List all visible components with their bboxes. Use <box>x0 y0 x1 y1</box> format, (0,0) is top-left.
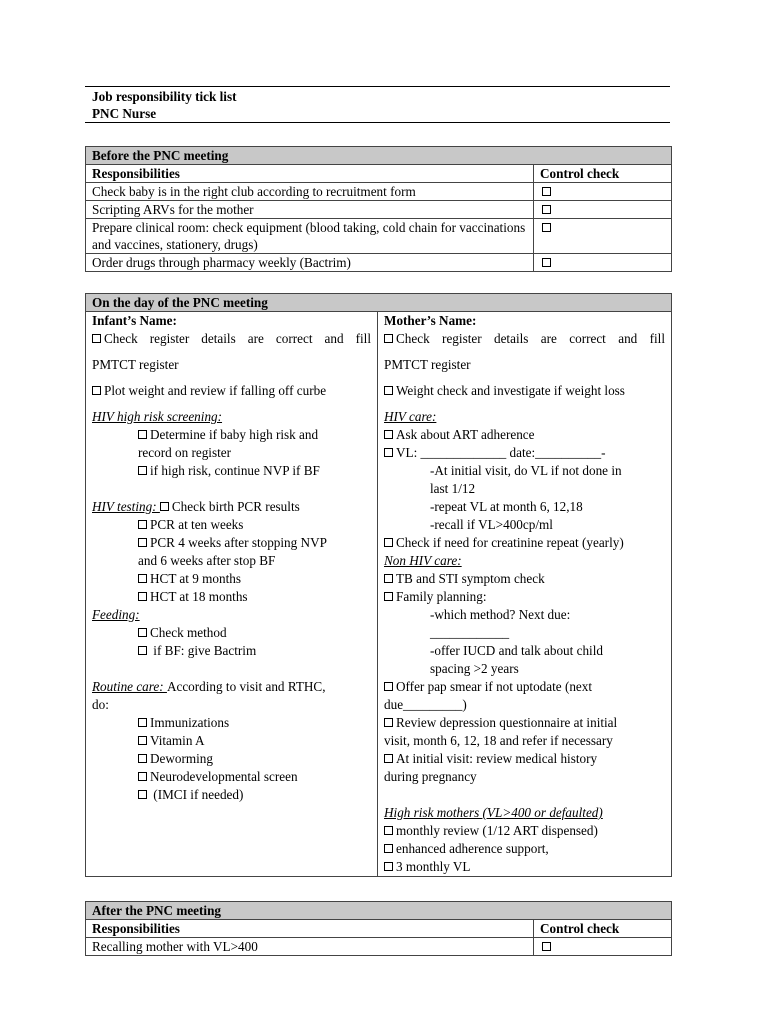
routine-care-text-2: do: <box>92 697 109 712</box>
determine-text-2: record on register <box>138 445 232 460</box>
infant-register-text-2: PMTCT register <box>92 357 179 372</box>
weight-check-text: Weight check and investigate if weight loss <box>396 383 625 398</box>
checkbox[interactable] <box>138 628 147 637</box>
checkbox[interactable] <box>138 754 147 763</box>
checkbox[interactable] <box>384 448 393 457</box>
checkbox[interactable] <box>138 790 147 799</box>
feeding-label: Feeding: <box>92 607 140 622</box>
checkbox[interactable] <box>138 466 147 475</box>
check-method-text: Check method <box>150 625 227 640</box>
creatinine-text: Check if need for creatinine repeat (yearly) <box>396 535 624 550</box>
table-row <box>86 938 672 956</box>
deworming-text: Deworming <box>150 751 213 766</box>
infant-name-label: Infant’s Name: <box>92 313 177 328</box>
checkbox[interactable] <box>92 386 101 395</box>
checkbox[interactable] <box>384 538 393 547</box>
checkbox[interactable] <box>138 718 147 727</box>
vitamin-a-text: Vitamin A <box>150 733 205 748</box>
infant-column <box>86 312 378 877</box>
family-planning-text: Family planning: <box>396 589 487 604</box>
repeat-vl-text: -repeat VL at month 6, 12,18 <box>430 499 583 514</box>
checkbox[interactable] <box>384 844 393 853</box>
medical-history-text: At initial visit: review medical history <box>396 751 598 766</box>
checkbox[interactable] <box>384 574 393 583</box>
infant-register-text: Check register details are correct and fill <box>104 331 371 346</box>
before-col-control-check: Control check <box>534 165 672 183</box>
mother-register-text: Check register details are correct and fill <box>396 331 666 346</box>
immunizations-text: Immunizations <box>150 715 230 730</box>
checkbox[interactable] <box>138 538 147 547</box>
checkbox[interactable] <box>384 430 393 439</box>
before-section-title: Before the PNC meeting <box>86 147 672 165</box>
neuro-screen-text: Neurodevelopmental screen <box>150 769 298 784</box>
after-col-responsibilities: Responsibilities <box>86 920 534 938</box>
control-checkbox[interactable] <box>542 223 551 232</box>
vl-text: VL: _____________ date:__________- <box>396 445 606 460</box>
high-risk-label: High risk mothers (VL>400 or defaulted) <box>384 805 603 820</box>
checkbox[interactable] <box>384 592 393 601</box>
pcr-ten-weeks-text: PCR at ten weeks <box>150 517 244 532</box>
table-row <box>86 201 672 219</box>
plot-weight-text: Plot weight and review if falling off curbe <box>104 383 327 398</box>
checkbox[interactable] <box>384 334 393 343</box>
pcr-4-weeks-text: PCR 4 weeks after stopping NVP <box>150 535 327 550</box>
document-subtitle: PNC Nurse <box>92 106 157 121</box>
initial-visit-vl-text-2: last 1/12 <box>430 481 476 496</box>
control-checkbox[interactable] <box>542 942 551 951</box>
after-section-title: After the PNC meeting <box>86 902 672 920</box>
table-row <box>86 183 672 201</box>
responsibility-text: Recalling mother with VL>400 <box>86 938 534 956</box>
pap-smear-text-2: due_________) <box>384 697 467 712</box>
responsibility-text: Order drugs through pharmacy weekly (Bactrim) <box>86 254 534 272</box>
control-checkbox[interactable] <box>542 187 551 196</box>
enhanced-support-text: enhanced adherence support, <box>396 841 549 856</box>
recall-text: -recall if VL>400cp/ml <box>430 517 553 532</box>
checkbox[interactable] <box>138 430 147 439</box>
checkbox[interactable] <box>384 718 393 727</box>
birth-pcr-text: Check birth PCR results <box>171 499 300 514</box>
checkbox[interactable] <box>138 772 147 781</box>
iucd-text-2: spacing >2 years <box>430 661 519 676</box>
mother-name-label: Mother’s Name: <box>384 313 477 328</box>
after-col-control-check: Control check <box>534 920 672 938</box>
document-header <box>85 86 670 123</box>
art-adherence-text: Ask about ART adherence <box>396 427 535 442</box>
control-checkbox[interactable] <box>542 205 551 214</box>
three-monthly-vl-text: 3 monthly VL <box>396 859 471 874</box>
after-meeting-table <box>85 901 672 956</box>
routine-care-text: According to visit and RTHC, <box>166 679 326 694</box>
non-hiv-care-label: Non HIV care: <box>384 553 462 568</box>
checkbox[interactable] <box>138 592 147 601</box>
before-col-responsibilities: Responsibilities <box>86 165 534 183</box>
if-high-risk-text: if high risk, continue NVP if BF <box>150 463 320 478</box>
depression-text: Review depression questionnaire at initial <box>396 715 618 730</box>
checkbox[interactable] <box>384 386 393 395</box>
checkbox[interactable] <box>160 502 169 511</box>
checkbox[interactable] <box>138 736 147 745</box>
responsibility-text: Scripting ARVs for the mother <box>86 201 534 219</box>
checkbox[interactable] <box>384 682 393 691</box>
before-meeting-table <box>85 146 672 272</box>
medical-history-text-2: during pregnancy <box>384 769 477 784</box>
pap-smear-text: Offer pap smear if not uptodate (next <box>396 679 593 694</box>
table-row <box>86 254 672 272</box>
next-due-blank: ____________ <box>430 625 510 640</box>
determine-text: Determine if baby high risk and <box>150 427 319 442</box>
control-checkbox[interactable] <box>542 258 551 267</box>
hiv-care-label: HIV care: <box>384 409 437 424</box>
imci-text: (IMCI if needed) <box>150 787 244 802</box>
initial-visit-vl-text: -At initial visit, do VL if not done in <box>430 463 622 478</box>
checkbox[interactable] <box>384 826 393 835</box>
hiv-testing-label: HIV testing: <box>92 499 160 514</box>
hct-18-text: HCT at 18 months <box>150 589 248 604</box>
hct-9-text: HCT at 9 months <box>150 571 241 586</box>
responsibility-text: Check baby is in the right club according to recruitment form <box>86 183 534 201</box>
iucd-text: -offer IUCD and talk about child <box>430 643 603 658</box>
if-bf-text: if BF: give Bactrim <box>150 643 257 658</box>
which-method-text: -which method? Next due: <box>430 607 571 622</box>
mother-register-text-2: PMTCT register <box>384 357 471 372</box>
checkbox[interactable] <box>384 754 393 763</box>
hiv-screening-label: HIV high risk screening: <box>92 409 223 424</box>
checkbox[interactable] <box>384 862 393 871</box>
table-row <box>86 219 672 254</box>
checkbox[interactable] <box>138 520 147 529</box>
routine-care-label: Routine care: <box>92 679 167 694</box>
tb-sti-text: TB and STI symptom check <box>396 571 545 586</box>
pcr-4-weeks-text-2: and 6 weeks after stop BF <box>138 553 276 568</box>
document-title: Job responsibility tick list <box>92 89 237 104</box>
mother-column <box>378 312 672 877</box>
day-meeting-table <box>85 293 672 877</box>
responsibility-text: Prepare clinical room: check equipment (blood taking, cold chain for vaccinations and vaccines, stationery, drugs) <box>86 219 534 254</box>
checkbox[interactable] <box>138 574 147 583</box>
monthly-review-text: monthly review (1/12 ART dispensed) <box>396 823 598 838</box>
depression-text-2: visit, month 6, 12, 18 and refer if necessary <box>384 733 613 748</box>
checkbox[interactable] <box>92 334 101 343</box>
day-section-title: On the day of the PNC meeting <box>86 294 672 312</box>
checkbox[interactable] <box>138 646 147 655</box>
